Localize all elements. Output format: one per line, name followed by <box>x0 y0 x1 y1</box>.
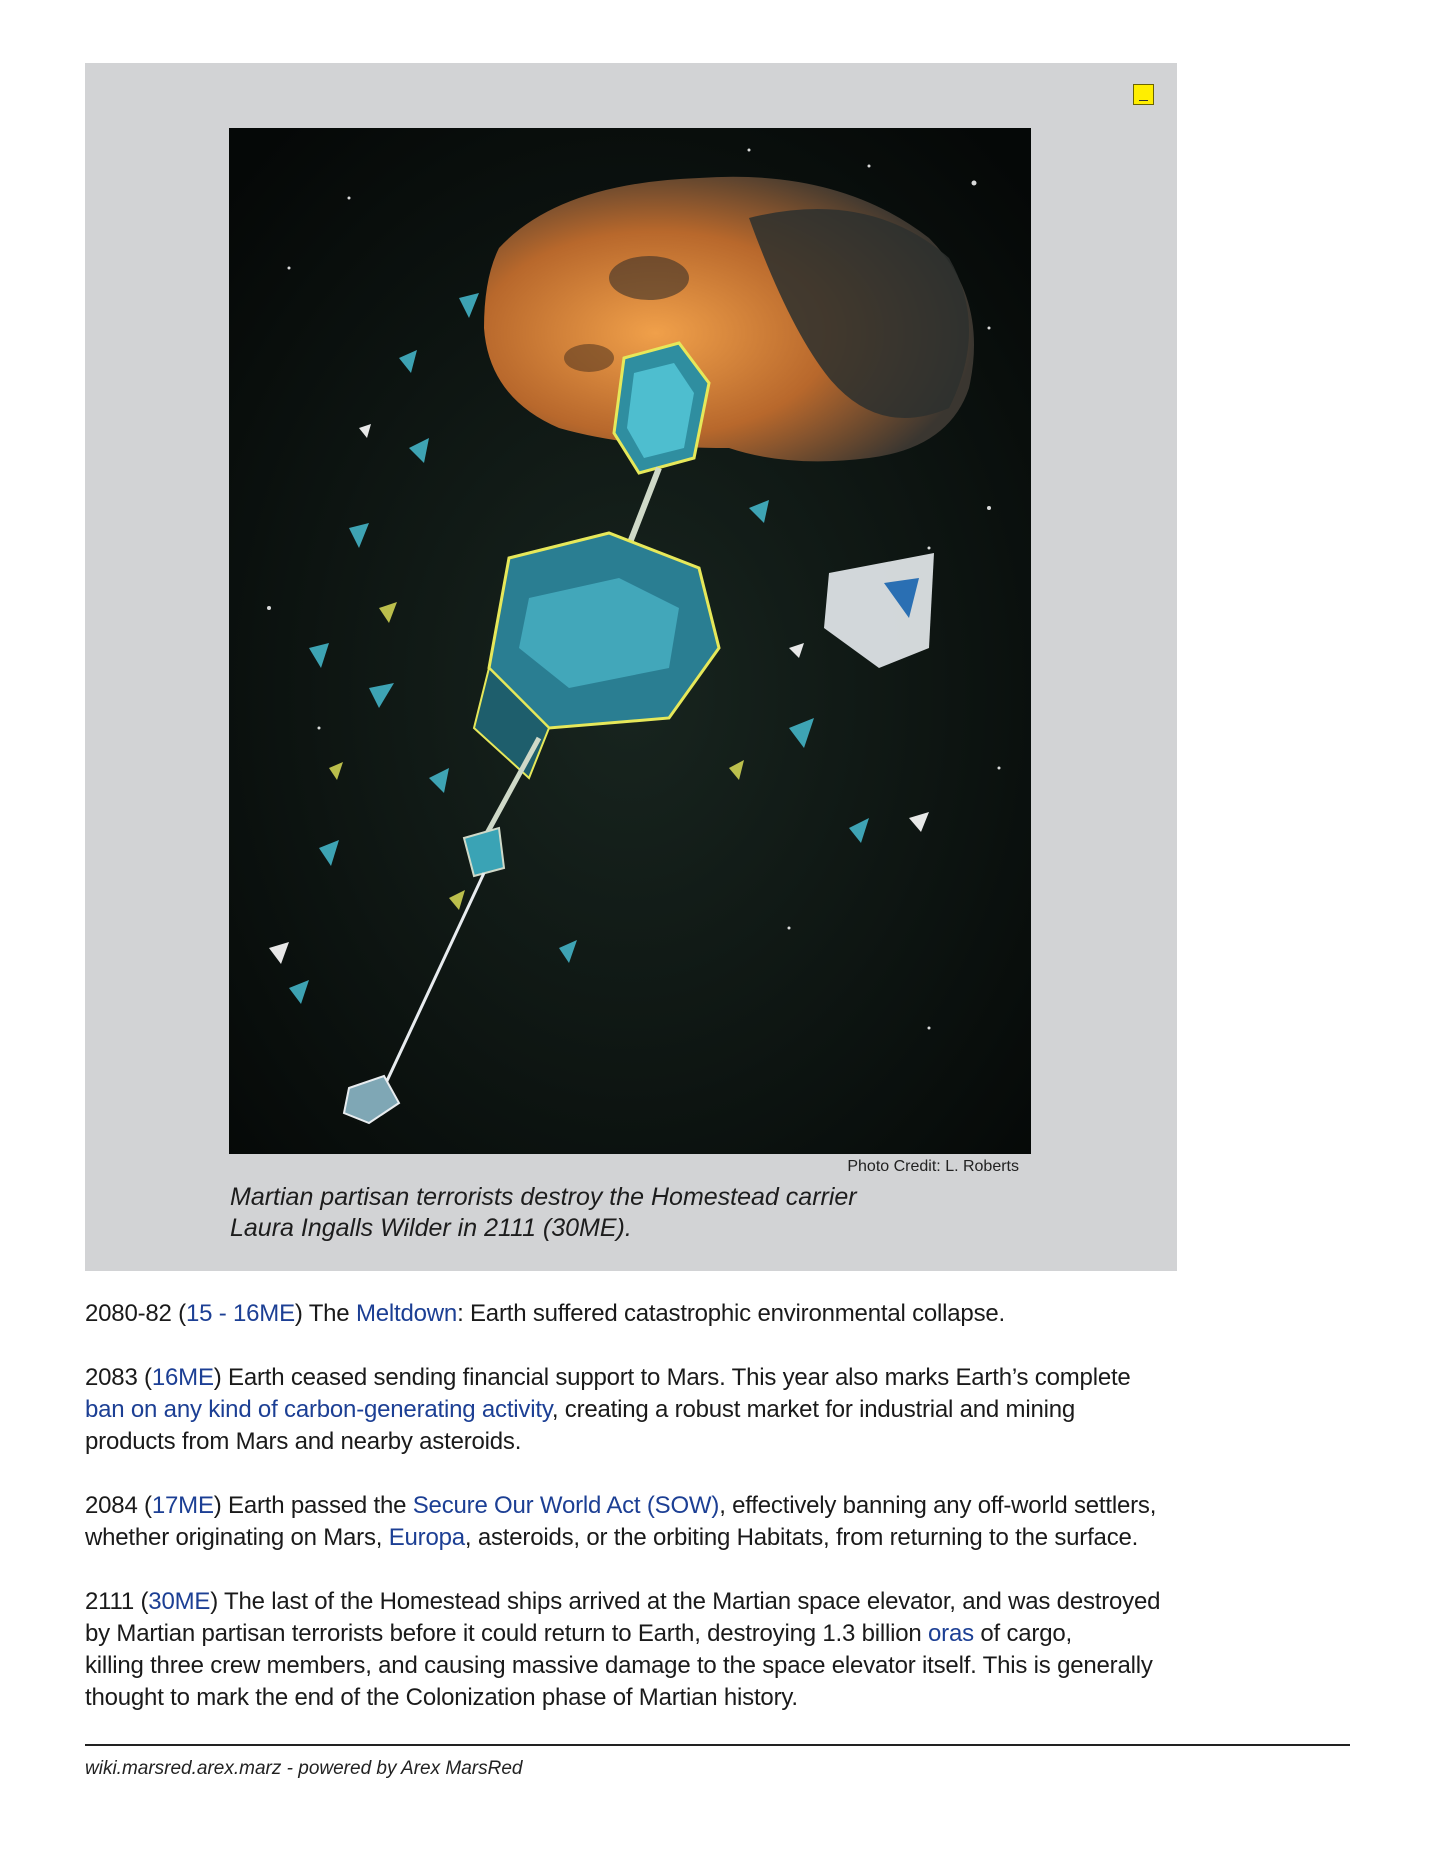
entry-text: ) Earth passed the <box>213 1492 413 1519</box>
entry-line <box>85 1522 1375 1554</box>
link-16me[interactable]: 16ME <box>151 1364 214 1391</box>
timeline-entry-2083 <box>85 1362 1375 1458</box>
sticky-note-icon[interactable] <box>1133 84 1154 105</box>
entry-line <box>85 1618 1375 1650</box>
footer-divider <box>85 1744 1350 1746</box>
link-europa[interactable]: Europa <box>388 1524 465 1551</box>
entry-text: ) Earth ceased sending financial support to Mars. This year also marks Earth’s complete <box>213 1364 1131 1391</box>
caption-line: Laura Ingalls Wilder in 2111 (30ME). <box>230 1214 632 1242</box>
footer-text: wiki.marsred.arex.marz - powered by Arex MarsRed <box>85 1758 523 1779</box>
photo-credit: Photo Credit: L. Roberts <box>847 1158 1019 1175</box>
entry-text: by Martian partisan terrorists before it could return to Earth, destroying 1.3 billion <box>85 1620 929 1647</box>
entry-text: 2111 ( <box>85 1588 149 1615</box>
timeline-entry-2111 <box>85 1586 1375 1714</box>
link-17me[interactable]: 17ME <box>151 1492 214 1519</box>
link-meltdown[interactable]: Meltdown <box>355 1300 458 1327</box>
artwork-image <box>229 128 1031 1154</box>
caption-line: Martian partisan terrorists destroy the Homestead carrier <box>230 1183 857 1211</box>
entry-text: of cargo, <box>973 1620 1072 1647</box>
entry-text: , creating a robust market for industrial and mining <box>551 1396 1076 1423</box>
entry-text: whether originating on Mars, <box>85 1524 389 1551</box>
entry-line <box>85 1490 1375 1522</box>
entry-line: killing three crew members, and causing massive damage to the space elevator itself. This is generally <box>85 1652 1153 1679</box>
entry-text: ) The last of the Homestead ships arrived at the Martian space elevator, and was destroyed <box>210 1588 1161 1615</box>
entry-line <box>85 1298 1375 1330</box>
timeline-entry-2084 <box>85 1490 1375 1554</box>
entry-text: , asteroids, or the orbiting Habitats, from returning to the surface. <box>464 1524 1139 1551</box>
entry-text: 2083 ( <box>85 1364 152 1391</box>
entry-line: thought to mark the end of the Colonization phase of Martian history. <box>85 1684 798 1711</box>
timeline-entries <box>85 1298 1375 1746</box>
timeline-entry-2080 <box>85 1298 1375 1330</box>
entry-line: products from Mars and nearby asteroids. <box>85 1428 522 1455</box>
entry-text: 2080-82 ( <box>85 1300 186 1327</box>
link-15-16me[interactable]: 15 - 16ME <box>185 1300 295 1327</box>
entry-text: ) The <box>294 1300 356 1327</box>
entry-line <box>85 1394 1375 1426</box>
entry-line <box>85 1586 1375 1618</box>
entry-text: : Earth suffered catastrophic environmental collapse. <box>457 1300 1005 1327</box>
link-secure-our-world-act[interactable]: Secure Our World Act (SOW) <box>412 1492 720 1519</box>
figure-caption <box>230 1182 1010 1244</box>
link-30me[interactable]: 30ME <box>148 1588 211 1615</box>
entry-text: 2084 ( <box>85 1492 152 1519</box>
link-oras[interactable]: oras <box>928 1620 974 1647</box>
entry-line <box>85 1362 1375 1394</box>
entry-text: , effectively banning any off-world settlers, <box>719 1492 1157 1519</box>
link-carbon-ban[interactable]: ban on any kind of carbon-generating activity <box>85 1396 552 1423</box>
